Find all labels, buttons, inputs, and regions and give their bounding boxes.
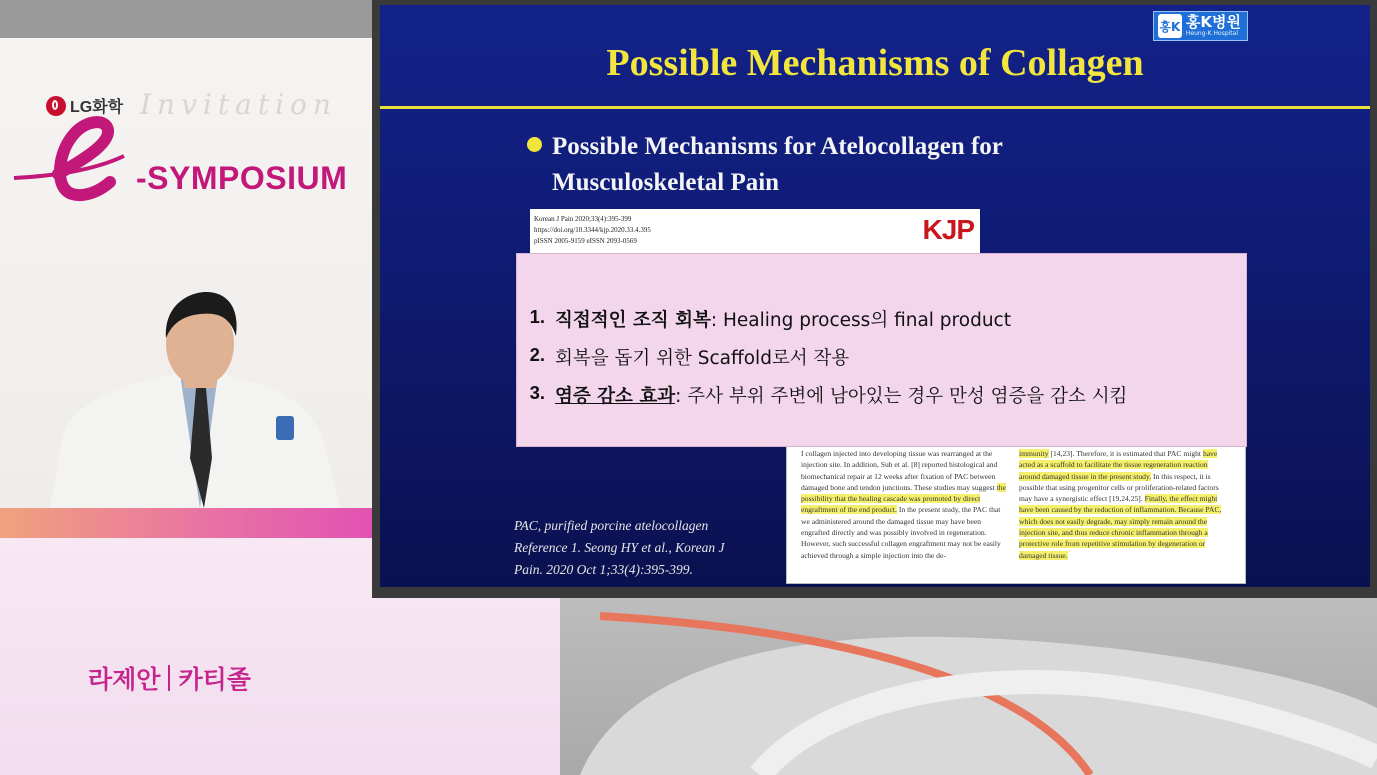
paper-excerpt [786, 435, 1246, 584]
presentation-slide [380, 5, 1370, 587]
paper-text: In the present study, the PAC that we administered around the damaged tissue may have been engrafted directly and was possibly involved in regeneration. However, such successful collagen engraftment may not be easily achieved through a simple injection into the de- [801, 505, 1001, 560]
bullet-line-1: Possible Mechanisms for Atelocollagen for [552, 133, 1003, 160]
bullet-heading [552, 129, 1152, 201]
journal-header [530, 209, 980, 255]
abbreviation-note: PAC, purified porcine atelocollagen [514, 518, 709, 533]
lg-logo-text: LG화학 [70, 99, 124, 116]
summary-item [523, 382, 1127, 408]
lg-logo-icon [46, 96, 66, 116]
bullet-line-2: Musculoskeletal Pain [552, 169, 780, 196]
journal-doi: https://doi.org/10.3344/kjp.2020.33.4.395 [534, 226, 651, 234]
top-strip [0, 0, 372, 38]
summary-box [516, 253, 1247, 447]
paper-highlight: the possibility that the healing cascade was promoted by direct engraftment of the end product. [801, 482, 1006, 515]
item-label: 염증 감소 효과 [555, 386, 676, 407]
paper-column-right [1019, 448, 1225, 561]
bullet-icon [527, 137, 542, 152]
paper-highlight: Finally, the effect might have been caused by the reduction of inflammation. Because PAC, which does not easily degrade, may simply remain around the injection site, and thus reduce chronic inflammation through a protective role from repetitive stimulation by degeneration or damaged tissue. [1019, 494, 1222, 560]
hospital-name: 홍K병원 [1185, 13, 1241, 31]
reference-note [514, 515, 784, 581]
speaker-video [50, 288, 340, 508]
journal-meta [534, 214, 651, 247]
stage-arc-decoration [560, 598, 1377, 775]
summary-item [523, 306, 1011, 332]
product-names [88, 660, 251, 696]
summary-item [523, 344, 849, 370]
pink-band [0, 508, 372, 538]
reference-line-1: Reference 1. Seong HY et al., Korean J [514, 540, 725, 555]
kjp-logo: KJP [922, 214, 974, 245]
paper-column-left [801, 448, 1007, 561]
title-divider [380, 106, 1370, 109]
product-divider [168, 665, 170, 691]
reference-line-2: Pain. 2020 Oct 1;33(4):395-399. [514, 562, 693, 577]
branding-panel [0, 38, 372, 508]
item-text: 회복을 돕기 위한 Scaffold로서 작용 [555, 348, 850, 369]
product-razeian: 라제안 [88, 665, 161, 694]
item-number: 3. [529, 382, 545, 403]
item-text: : Healing process의 final product [710, 310, 1011, 331]
paper-highlight: immunity [1019, 449, 1049, 458]
paper-highlight: have acted as a scaffold to facilitate the tissue regeneration reaction around damaged tissue in the present study. [1019, 449, 1218, 481]
paper-text: [14,23]. Therefore, it is estimated that PAC might [1048, 449, 1203, 458]
journal-citation: Korean J Pain 2020;33(4):395-399 [534, 215, 632, 223]
slide-title: Possible Mechanisms of Collagen [606, 42, 1144, 84]
item-text: : 주사 부위 주변에 남아있는 경우 만성 염증을 감소 시킴 [675, 386, 1128, 407]
hospital-name-en: Heung-K Hospital [1185, 30, 1238, 37]
hospital-mark-icon: 홍K [1158, 14, 1182, 38]
e-letter-logo-icon [12, 116, 132, 216]
item-number: 1. [529, 306, 545, 327]
paper-text: I collagen injected into developing tissue was rearranged at the injection site. In addition, Suh et al. [8] reported histological and biomechanical repair at 12 weeks after fixation of PAC between damaged bone and tendon junctions. These studies may suggest [801, 449, 998, 492]
product-cartizol: 카티졸 [178, 665, 251, 694]
invitation-watermark: Invitation [140, 88, 337, 121]
item-number: 2. [529, 344, 545, 365]
lg-chem-logo [46, 94, 123, 117]
symposium-title: -SYMPOSIUM [136, 160, 348, 196]
journal-issn: pISSN 2005-9159 eISSN 2093-0569 [534, 237, 637, 245]
hospital-logo [1153, 11, 1248, 41]
paper-text: In this respect, it is possible that using progenitor cells or proliferation-related factors may have a synergistic effect [19,24,25]. [1019, 471, 1219, 504]
stage-floor [560, 598, 1377, 775]
item-label: 직접적인 조직 회복 [555, 310, 711, 331]
